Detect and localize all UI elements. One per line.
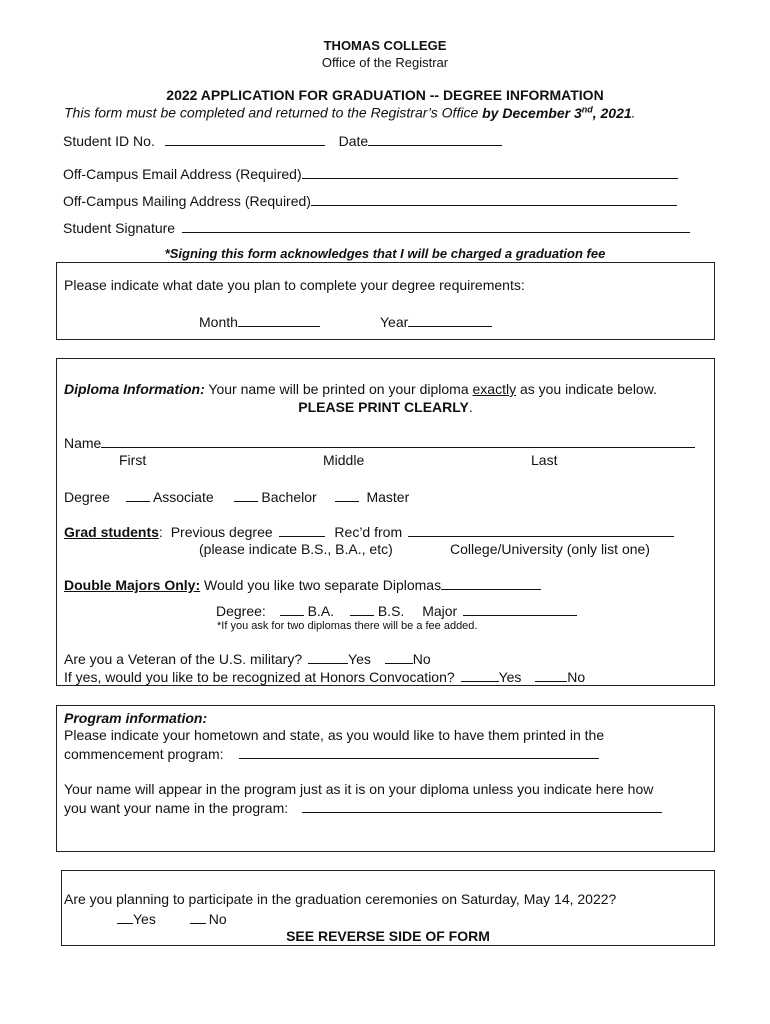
- month-row: [199, 313, 320, 330]
- associate-checkbox[interactable]: [126, 488, 150, 502]
- associate-label: Associate: [152, 489, 214, 505]
- recd-from-label: Rec’d from: [334, 524, 403, 540]
- mailing-field[interactable]: [311, 192, 677, 206]
- honors-yes-label: Yes: [498, 669, 522, 685]
- recd-from-field[interactable]: [408, 523, 674, 537]
- bachelor-label: Bachelor: [261, 489, 317, 505]
- signature-row: [63, 219, 690, 236]
- double-majors-label: Double Majors Only:: [64, 577, 201, 593]
- degree-row: [64, 488, 409, 505]
- date-field[interactable]: [368, 132, 502, 146]
- student-id-field[interactable]: [165, 132, 325, 146]
- bachelor-checkbox[interactable]: [234, 488, 258, 502]
- master-label: Master: [366, 489, 410, 505]
- ceremony-yes-field[interactable]: [117, 910, 133, 924]
- fee-note: *Signing this form acknowledges that I will be charged a graduation fee: [164, 246, 606, 261]
- year-row: [380, 313, 492, 330]
- year-field[interactable]: [408, 313, 492, 327]
- double-majors-row: Double Majors Only: Would you like two separate Diplomas: [64, 576, 541, 593]
- degree-colon-label: Degree:: [216, 603, 266, 619]
- mailing-row: [63, 192, 677, 209]
- hometown-field[interactable]: [239, 745, 599, 759]
- office-name: Office of the Registrar: [321, 55, 449, 70]
- first-label: First: [119, 452, 147, 468]
- grad-row: Grad students: Previous degree Rec’d from: [64, 523, 674, 540]
- email-label: Off-Campus Email Address (Required): [63, 166, 302, 182]
- honors-row: [64, 668, 585, 685]
- separate-diplomas-field[interactable]: [441, 576, 541, 590]
- veteran-yes-field[interactable]: [308, 650, 348, 664]
- last-label: Last: [531, 452, 558, 468]
- email-row: [63, 165, 678, 182]
- honors-question: If yes, would you like to be recognized at Honors Convocation?: [64, 669, 455, 685]
- program-name-text-1: Your name will appear in the program just as it is on your diploma unless you indicate here how: [64, 781, 654, 797]
- ceremony-yes-label: Yes: [133, 911, 156, 927]
- year-label: Year: [380, 314, 409, 330]
- name-label: Name: [64, 435, 102, 451]
- honors-yes-field[interactable]: [461, 668, 499, 682]
- ceremony-box: [61, 870, 715, 946]
- bs-label: B.S.: [377, 603, 405, 619]
- college-hint: College/University (only list one): [450, 541, 650, 557]
- diploma-heading: Diploma Information:: [64, 381, 205, 397]
- month-field[interactable]: [238, 313, 320, 327]
- print-clearly: PLEASE PRINT CLEARLY.: [298, 399, 473, 415]
- major-field[interactable]: [463, 602, 577, 616]
- prev-degree-hint: (please indicate B.S., B.A., etc): [199, 541, 393, 557]
- ceremony-question: Are you planning to participate in the graduation ceremonies on Saturday, May 14, 2022?: [64, 891, 617, 907]
- email-field[interactable]: [302, 165, 678, 179]
- degree-label: Degree: [64, 489, 110, 505]
- form-instruction: This form must be completed and returned to the Registrar’s Office by December 3nd, 2021.: [64, 104, 636, 121]
- double-degree-row: [216, 602, 577, 619]
- completion-box: [56, 262, 715, 340]
- program-box: [56, 705, 715, 852]
- grad-students-label: Grad students: [64, 524, 159, 540]
- veteran-no-label: No: [412, 651, 431, 667]
- ba-label: B.A.: [307, 603, 335, 619]
- see-reverse-note: SEE REVERSE SIDE OF FORM: [286, 928, 490, 944]
- ceremony-no-field[interactable]: [190, 910, 206, 924]
- date-label: Date: [338, 133, 369, 149]
- diploma-intro: Diploma Information: Your name will be printed on your diploma exactly as you indicate below.: [64, 381, 657, 397]
- signature-field[interactable]: [182, 219, 690, 233]
- veteran-question: Are you a Veteran of the U.S. military?: [64, 651, 303, 667]
- completion-prompt: Please indicate what date you plan to complete your degree requirements:: [64, 277, 525, 293]
- program-name-row: [64, 799, 662, 816]
- program-name-label: you want your name in the program:: [64, 800, 289, 816]
- diploma-box: [56, 358, 715, 686]
- major-label: Major: [422, 603, 458, 619]
- program-name-field[interactable]: [302, 799, 662, 813]
- signature-label: Student Signature: [63, 220, 176, 236]
- name-row: [64, 434, 695, 451]
- prev-degree-field[interactable]: [279, 523, 325, 537]
- name-field[interactable]: [101, 434, 695, 448]
- hometown-text-1: Please indicate your hometown and state, as you would like to have them printed in the: [64, 727, 605, 743]
- instruction-text: This form must be completed and returned to the Registrar’s Office: [64, 104, 483, 121]
- college-name: THOMAS COLLEGE: [323, 38, 447, 53]
- hometown-label: commencement program:: [64, 746, 224, 762]
- instruction-deadline: by December 3nd, 2021: [482, 104, 632, 121]
- program-heading: Program information:: [64, 710, 208, 726]
- veteran-yes-label: Yes: [348, 651, 371, 667]
- exactly-text: exactly: [472, 381, 517, 397]
- prev-degree-label: Previous degree: [170, 524, 273, 540]
- student-id-label: Student ID No.: [63, 133, 155, 149]
- student-id-row: [63, 132, 502, 149]
- form-title: 2022 APPLICATION FOR GRADUATION -- DEGREE INFORMATION: [166, 87, 604, 103]
- honors-no-field[interactable]: [535, 668, 567, 682]
- month-label: Month: [199, 314, 238, 330]
- veteran-row: [64, 650, 431, 667]
- ceremony-answer-row: [117, 910, 227, 927]
- veteran-no-field[interactable]: [385, 650, 413, 664]
- middle-label: Middle: [323, 452, 365, 468]
- hometown-row: [64, 745, 599, 762]
- honors-no-label: No: [567, 669, 586, 685]
- ceremony-no-label: No: [208, 911, 227, 927]
- master-checkbox[interactable]: [335, 488, 359, 502]
- bs-checkbox[interactable]: [350, 602, 374, 616]
- two-diplomas-note: *If you ask for two diplomas there will be a fee added.: [217, 620, 478, 632]
- ba-checkbox[interactable]: [280, 602, 304, 616]
- mailing-label: Off-Campus Mailing Address (Required): [63, 193, 311, 209]
